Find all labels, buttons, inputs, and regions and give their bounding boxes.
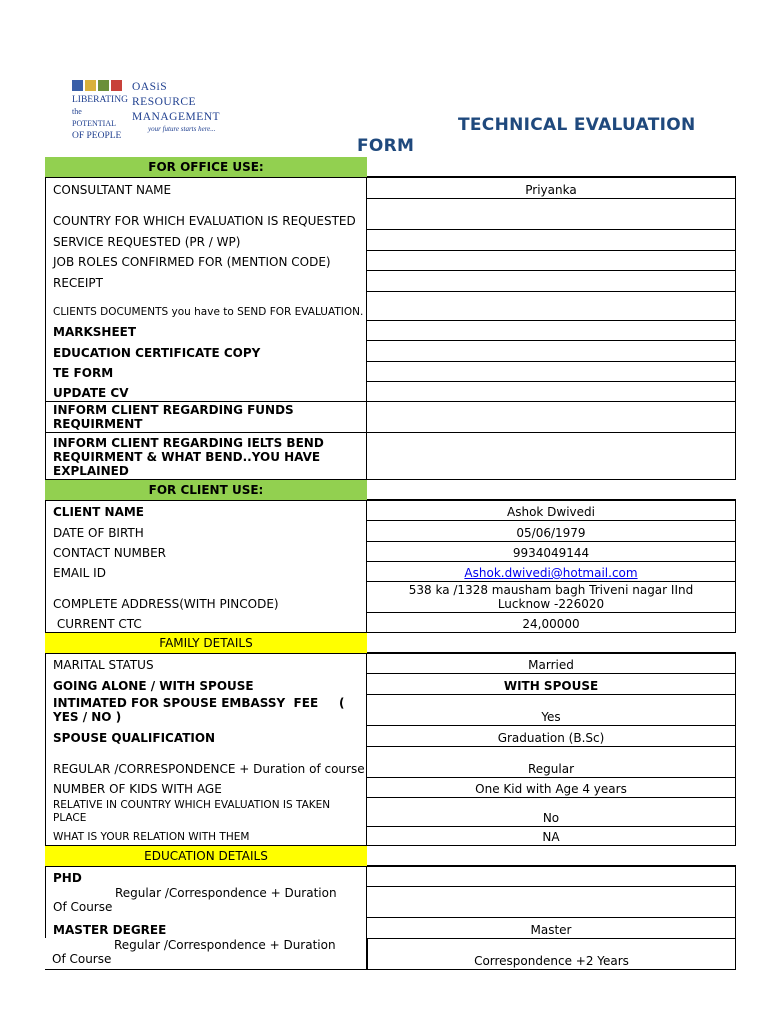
section-header: FAMILY DETAILS — [45, 633, 367, 653]
dob-value[interactable]: 05/06/1979 — [367, 520, 736, 541]
address-label: COMPLETE ADDRESS(WITH PINCODE) — [45, 581, 367, 612]
logo-square — [85, 80, 96, 91]
master-degree-label: MASTER DEGREE — [45, 917, 367, 938]
form-title-line2: FORM — [357, 136, 415, 156]
form-row — [45, 229, 736, 250]
master-course-label: Regular /Correspondence + Duration Of Course — [45, 938, 367, 969]
form-row — [45, 581, 736, 612]
consultant-value[interactable]: Priyanka — [367, 177, 736, 198]
dob-label: DATE OF BIRTH — [45, 520, 367, 541]
address-value[interactable] — [367, 581, 736, 612]
jobroles-value[interactable] — [367, 250, 736, 270]
phd-value[interactable] — [367, 866, 736, 886]
receipt-label: RECEIPT — [45, 270, 367, 291]
phd-label: PHD — [45, 866, 367, 886]
logo-tagline-line: OF PEOPLE — [72, 131, 122, 141]
logo-brand-line: MANAGEMENT — [132, 111, 221, 123]
company-logo — [72, 80, 232, 141]
form-row — [45, 291, 736, 320]
form-row — [45, 340, 736, 361]
going-value[interactable]: WITH SPOUSE — [367, 673, 736, 694]
form-row — [45, 673, 736, 694]
funds-value[interactable] — [367, 401, 736, 432]
spouse-qualification-label: SPOUSE QUALIFICATION — [45, 725, 367, 746]
phd-course-label: Regular /Correspondence + Duration Of Course — [45, 886, 367, 917]
address-line: Lucknow -226020 — [497, 596, 605, 611]
logo-square — [111, 80, 122, 91]
logo-slogan: your future starts here... — [148, 125, 216, 133]
form-row — [45, 725, 736, 746]
form-row — [45, 541, 736, 561]
form-row — [45, 653, 736, 673]
form-row — [45, 381, 736, 401]
form-row — [45, 746, 736, 777]
form-row — [45, 797, 736, 826]
marital-label: MARITAL STATUS — [45, 653, 367, 673]
logo-brand — [132, 80, 220, 134]
form-row — [45, 826, 736, 846]
form-row — [45, 886, 736, 917]
jobroles-label: JOB ROLES CONFIRMED FOR (MENTION CODE) — [45, 250, 367, 270]
form-row — [45, 401, 736, 432]
form-row — [45, 432, 736, 479]
update-cv-label: UPDATE CV — [45, 381, 367, 401]
form-row — [45, 361, 736, 381]
contact-value[interactable]: 9934049144 — [367, 541, 736, 561]
update-cv-value[interactable] — [367, 381, 736, 401]
form-row — [45, 250, 736, 270]
logo-brand-line: OASiS — [132, 81, 168, 93]
embassy-fee-label: INTIMATED FOR SPOUSE EMBASSY FEE ( YES / NO ) — [45, 694, 367, 725]
master-course-value[interactable]: Correspondence +2 Years — [367, 938, 736, 969]
form-row — [45, 320, 736, 340]
funds-label: INFORM CLIENT REGARDING FUNDS REQUIRMENT — [45, 401, 367, 432]
relation-label: WHAT IS YOUR RELATION WITH THEM — [45, 826, 367, 845]
country-label: COUNTRY FOR WHICH EVALUATION IS REQUESTED — [45, 198, 367, 229]
phd-course-value[interactable] — [367, 886, 736, 917]
form-title: TECHNICAL EVALUATION — [458, 115, 696, 135]
email-label: EMAIL ID — [45, 561, 367, 581]
logo-square — [72, 80, 83, 91]
regular-correspondence-label: REGULAR /CORRESPONDENCE + Duration of course — [45, 746, 367, 777]
te-form-label: TE FORM — [45, 361, 367, 381]
form-row — [45, 198, 736, 229]
form-row — [45, 866, 736, 886]
form-row — [45, 520, 736, 541]
client-name-value[interactable]: Ashok Dwivedi — [367, 500, 736, 520]
ielts-value[interactable] — [367, 432, 736, 479]
form-row — [45, 612, 736, 633]
email-value[interactable] — [367, 561, 736, 581]
section-header: FOR CLIENT USE: — [45, 480, 367, 500]
section-office-use — [45, 157, 736, 177]
documents-label: CLIENTS DOCUMENTS you have to SEND FOR EVALUATION. — [45, 291, 367, 320]
relative-value[interactable]: No — [367, 797, 736, 826]
form-row — [45, 177, 736, 198]
form-row — [45, 500, 736, 520]
embassy-fee-value[interactable]: Yes — [367, 694, 736, 725]
form-row — [45, 938, 736, 970]
ctc-value[interactable]: 24,00000 — [367, 612, 736, 632]
going-label: GOING ALONE / WITH SPOUSE — [45, 673, 367, 694]
kids-value[interactable]: One Kid with Age 4 years — [367, 777, 736, 797]
relation-value[interactable]: NA — [367, 826, 736, 845]
master-degree-value[interactable]: Master — [367, 917, 736, 938]
education-certificate-value[interactable] — [367, 340, 736, 361]
marksheet-value[interactable] — [367, 320, 736, 340]
marksheet-label: MARKSHEET — [45, 320, 367, 340]
relative-label: RELATIVE IN COUNTRY WHICH EVALUATION IS TAKEN PLACE — [45, 797, 367, 826]
contact-label: CONTACT NUMBER — [45, 541, 367, 561]
email-link[interactable]: Ashok.dwivedi@hotmail.com — [464, 566, 638, 580]
logo-tagline — [72, 94, 126, 142]
service-label: SERVICE REQUESTED (PR / WP) — [45, 229, 367, 250]
section-family-details — [45, 633, 736, 653]
evaluation-form — [45, 157, 736, 970]
ielts-label: INFORM CLIENT REGARDING IELTS BEND REQUIRMENT & WHAT BEND..YOU HAVE EXPLAINED — [45, 432, 367, 479]
te-form-value[interactable] — [367, 361, 736, 381]
spouse-qualification-value[interactable]: Graduation (B.Sc) — [367, 725, 736, 746]
consultant-label: CONSULTANT NAME — [45, 177, 367, 198]
logo-tagline-line: LIBERATING — [72, 95, 128, 105]
logo-brand-line: RESOURCE — [132, 96, 197, 108]
ctc-label: CURRENT CTC — [45, 612, 367, 632]
country-value[interactable] — [367, 198, 736, 229]
form-row — [45, 777, 736, 797]
section-client-use — [45, 479, 736, 500]
documents-value[interactable] — [367, 291, 736, 320]
section-header: FOR OFFICE USE: — [45, 157, 367, 177]
regular-correspondence-value[interactable]: Regular — [367, 746, 736, 777]
marital-value[interactable]: Married — [367, 653, 736, 673]
address-line: 538 ka /1328 mausham bagh Triveni nagar IInd — [408, 582, 694, 597]
kids-label: NUMBER OF KIDS WITH AGE — [45, 777, 367, 797]
section-education-details — [45, 846, 736, 866]
form-row — [45, 270, 736, 291]
form-row — [45, 917, 736, 938]
section-header: EDUCATION DETAILS — [45, 846, 367, 866]
client-name-label: CLIENT NAME — [45, 500, 367, 520]
receipt-value[interactable] — [367, 270, 736, 291]
form-row — [45, 561, 736, 581]
service-value[interactable] — [367, 229, 736, 250]
logo-squares — [72, 80, 122, 91]
logo-tagline-line: the POTENTIAL — [72, 107, 116, 128]
education-certificate-label: EDUCATION CERTIFICATE COPY — [45, 340, 367, 361]
logo-square — [98, 80, 109, 91]
form-row — [45, 694, 736, 725]
